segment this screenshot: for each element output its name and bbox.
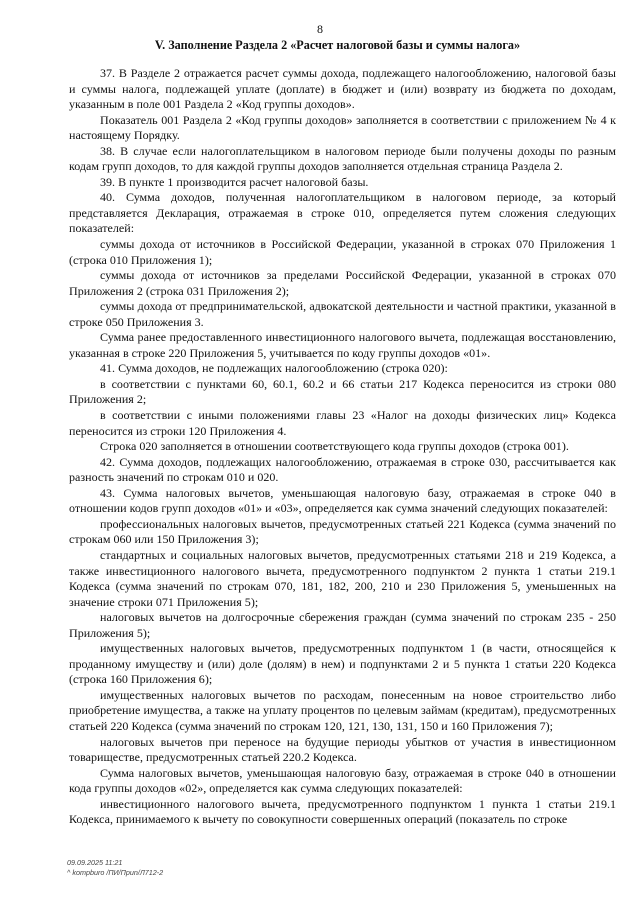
paragraph: Показатель 001 Раздела 2 «Код группы доходов» заполняется в соответствии с приложением № 4 к настоящему Порядку. [69,112,616,143]
paragraph: инвестиционного налогового вычета, предусмотренного подпунктом 1 пункта 1 статьи 219.1 Кодекса, принимаемого к вычету по совокупности совершенных операций (показатель по строке [69,796,616,827]
paragraph: стандартных и социальных налоговых вычетов, предусмотренных статьями 218 и 219 Кодекса, а также инвестиционного налогового вычета, предусмотренного подпунктом 2 пункта 1 статьи 219.1 Кодекса (сумма значений по строкам 070, 181, 182, 200, 210 и 230 Приложения 5, уменьшенных на значение строки 071 Приложения 5); [69,547,616,609]
paragraph: имущественных налоговых вычетов по расходам, понесенным на новое строительство либо приобретение имущества, а также на уплату процентов по целевым займам (кредитам), предусмотренных статьей 220 Кодекса (сумма значений по строкам 120, 121, 130, 131, 150 и 160 Приложения 7); [69,687,616,733]
paragraph: суммы дохода от источников в Российской Федерации, указанной в строках 070 Приложения 1 (строка 010 Приложения 1); [69,237,616,267]
paragraph: 38. В случае если налогоплательщиком в налоговом периоде были получены доходы по разным кодам групп доходов, то для каждой группы доходов заполняется отдельная страница Раздела 2. [69,143,616,174]
paragraph: суммы дохода от источников за пределами Российской Федерации, указанной в строках 070 Приложения 2 (строка 031 Приложения 2); [69,268,616,298]
document-body [69,66,616,828]
paragraph: Строка 020 заполняется в отношении соответствующего кода группы доходов (строка 001). [100,439,569,454]
paragraph: налоговых вычетов на долгосрочные сбережения граждан (сумма значений по строкам 235 - 250 Приложения 5); [69,610,616,640]
paragraph: Сумма ранее предоставленного инвестиционного налогового вычета, подлежащая восстановлению, указанная в строке 220 Приложения 5, учитывается по коду группы доходов «01». [69,330,616,360]
paragraph: в соответствии с пунктами 60, 60.1, 60.2 и 66 статьи 217 Кодекса переносится из строки 080 Приложения 2; [69,376,616,407]
footer-date: 09.09.2025 11:21 [67,858,123,867]
paragraph: 41. Сумма доходов, не подлежащих налогообложению (строка 020): [100,361,448,376]
paragraph: 40. Сумма доходов, полученная налогоплательщиком в налоговом периоде, за который представляется Декларация, отражаемая в строке 010, определяется путем сложения следующих показателей: [69,190,616,236]
paragraph: 37. В Разделе 2 отражается расчет суммы дохода, подлежащего налогообложению, налоговой базы и суммы налога, подлежащей уплате (доплате) в бюджет и (или) возврату из бюджета по доходам, указанным в поле 001 Раздела 2 «Код группы доходов». [69,66,616,112]
paragraph: 39. В пункте 1 производится расчет налоговой базы. [100,174,369,189]
paragraph: профессиональных налоговых вычетов, предусмотренных статьей 221 Кодекса (сумма значений по строкам 060 или 150 Приложения 3); [69,516,616,547]
paragraph: налоговых вычетов при переносе на будущие периоды убытков от участия в инвестиционном товариществе, предусмотренных статьей 220.2 Кодекса. [69,734,616,765]
paragraph: суммы дохода от предпринимательской, адвокатской деятельности и частной практики, указанной в строке 050 Приложения 3. [69,299,616,329]
page-number: 8 [317,22,323,36]
paragraph: в соответствии с иными положениями главы 23 «Налог на доходы физических лиц» Кодекса переносится из строки 120 Приложения 4. [69,408,616,438]
paragraph: Сумма налоговых вычетов, уменьшающая налоговую базу, отражаемая в строке 040 в отношении кода группы доходов «02», определяется как сумма следующих показателей: [69,765,616,796]
section-title: V. Заполнение Раздела 2 «Расчет налоговой базы и суммы налога» [154,38,521,52]
paragraph: 43. Сумма налоговых вычетов, уменьшающая налоговую базу, отражаемая в строке 040 в отношении кодов групп доходов «01» и «03», определяется как сумма значений следующих показателей: [69,485,616,516]
paragraph: имущественных налоговых вычетов, предусмотренных подпунктом 1 (в части, относящейся к проданному имуществу и (или) доле (долям) в нем) и подпунктами 2 и 5 пункта 1 статьи 220 Кодекса (строка 160 Приложения 6); [69,641,616,687]
footer-document-code: ^ kompburo /ПИ/Приn/Л712-2 [67,868,164,877]
paragraph: 42. Сумма доходов, подлежащих налогообложению, отражаемая в строке 030, рассчитывается как разность значений по строкам 010 и 020. [69,454,616,485]
